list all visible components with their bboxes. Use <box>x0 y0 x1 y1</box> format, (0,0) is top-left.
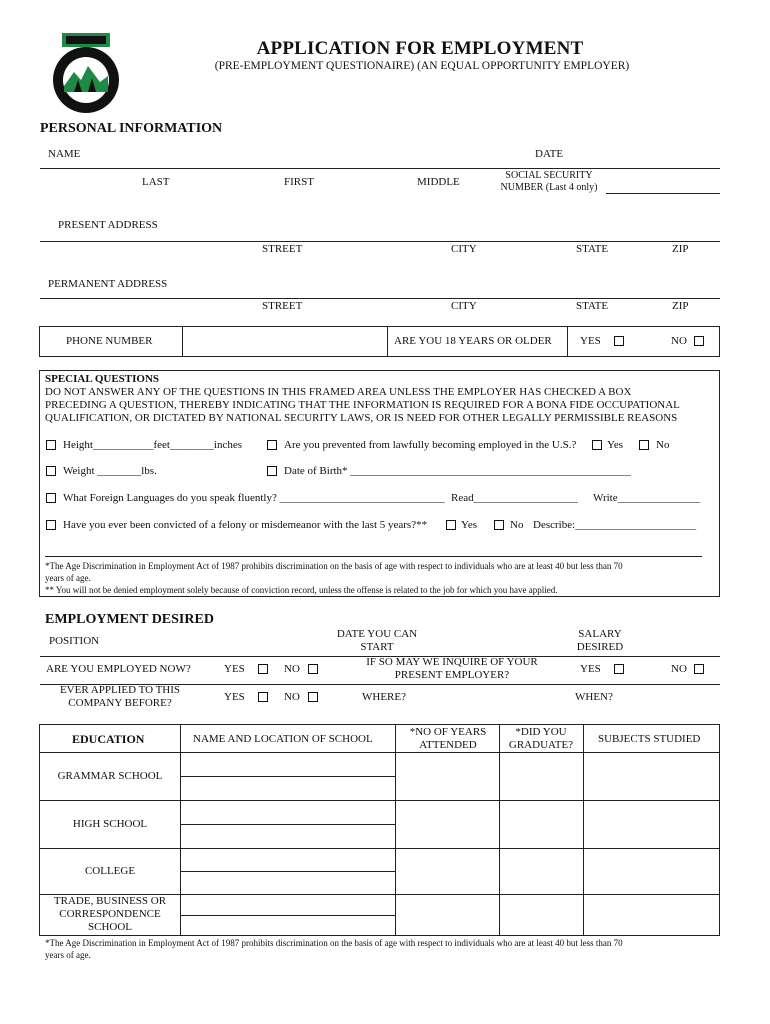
felony-checkbox[interactable] <box>46 520 56 530</box>
employed-yes-label: YES <box>224 663 245 675</box>
prevented-yes-checkbox[interactable] <box>592 440 602 450</box>
inquire-no-checkbox[interactable] <box>694 664 704 674</box>
age-no-label: NO <box>671 335 687 347</box>
subjects-column-header: SUBJECTS STUDIED <box>598 733 701 745</box>
employment-desired-heading: EMPLOYMENT DESIRED <box>45 612 214 627</box>
felony-yes-label: Yes <box>461 519 478 531</box>
permanent-zip-caption: ZIP <box>672 300 689 312</box>
phone-label: PHONE NUMBER <box>66 335 153 347</box>
employed-no-checkbox[interactable] <box>308 664 318 674</box>
present-address-line <box>40 241 720 242</box>
inquire-no-label: NO <box>671 663 687 675</box>
education-row-label: HIGH SCHOOL <box>72 818 148 830</box>
weight-field: Weight ________lbs. <box>63 465 157 477</box>
phone-input[interactable] <box>188 334 382 349</box>
dob-field: Date of Birth* ___________________________________________________ <box>284 465 631 477</box>
employed-now-label: ARE YOU EMPLOYED NOW? <box>46 663 191 675</box>
felony-question: Have you ever been convicted of a felony or misdemeanor with the last 5 years?** <box>63 519 428 531</box>
applied-yes-label: YES <box>224 691 245 703</box>
middle-name-caption: MIDDLE <box>417 176 460 188</box>
date-input[interactable] <box>575 154 715 167</box>
inquire-yes-label: YES <box>580 663 601 675</box>
describe-field: Describe:______________________ <box>533 519 697 531</box>
present-zip-caption: ZIP <box>672 243 689 255</box>
when-input[interactable] <box>618 691 718 704</box>
ssn-caption: SOCIAL SECURITY NUMBER (Last 4 only) <box>500 170 598 193</box>
present-state-caption: STATE <box>576 243 609 255</box>
permanent-address-line <box>40 298 720 299</box>
applied-before-label: EVER APPLIED TO THIS COMPANY BEFORE? <box>59 684 181 709</box>
present-address-label: PRESENT ADDRESS <box>58 219 158 231</box>
present-address-input[interactable] <box>170 226 710 239</box>
languages-field: What Foreign Languages do you speak fluently? ______________________________ <box>63 492 445 504</box>
prevented-checkbox[interactable] <box>267 440 277 450</box>
name-input[interactable] <box>90 154 510 167</box>
write-field: Write_______________ <box>593 492 701 504</box>
special-divider <box>45 556 702 557</box>
age-discrimination-note: *The Age Discrimination in Employment Act of 1987 prohibits discrimination on the basis of age with respect to individuals who are at least 40 but less than 70 <box>45 561 623 571</box>
school-name-column-header: NAME AND LOCATION OF SCHOOL <box>193 733 373 745</box>
weight-checkbox[interactable] <box>46 466 56 476</box>
employed-yes-checkbox[interactable] <box>258 664 268 674</box>
age-no-checkbox[interactable] <box>694 336 704 346</box>
where-label: WHERE? <box>362 691 406 703</box>
personal-information-heading: PERSONAL INFORMATION <box>40 121 223 136</box>
prevented-question: Are you prevented from lawfully becoming employed in the U.S.? <box>284 439 577 451</box>
form-title: APPLICATION FOR EMPLOYMENT <box>256 38 584 59</box>
education-age-note: *The Age Discrimination in Employment Act of 1987 prohibits discrimination on the basis of age with respect to individuals who are at least 40 but less than 70 <box>45 938 623 948</box>
start-date-input[interactable] <box>425 636 565 649</box>
date-label: DATE <box>535 148 564 160</box>
prevented-no-checkbox[interactable] <box>639 440 649 450</box>
present-city-caption: CITY <box>451 243 477 255</box>
education-row-label: COLLEGE <box>84 865 136 877</box>
age-yes-label: YES <box>580 335 601 347</box>
inquire-yes-checkbox[interactable] <box>614 664 624 674</box>
applied-no-label: NO <box>284 691 300 703</box>
languages-checkbox[interactable] <box>46 493 56 503</box>
permanent-state-caption: STATE <box>576 300 609 312</box>
age-yes-checkbox[interactable] <box>614 336 624 346</box>
felony-no-checkbox[interactable] <box>494 520 504 530</box>
employed-no-label: NO <box>284 663 300 675</box>
education-age-note-cont: years of age. <box>45 950 91 960</box>
prevented-no-label: No <box>656 439 670 451</box>
salary-input[interactable] <box>640 636 718 649</box>
name-line <box>40 168 720 169</box>
special-instructions-line-2: PRECEDING A QUESTION, THEREBY INDICATING THAT THE INFORMATION IS REQUIRED FOR A BONA FIDE OCCUPATIONAL <box>45 399 680 411</box>
form-subtitle: (PRE-EMPLOYMENT QUESTIONAIRE) (AN EQUAL OPPORTUNITY EMPLOYER) <box>214 60 630 72</box>
permanent-address-label: PERMANENT ADDRESS <box>48 278 168 290</box>
felony-no-label: No <box>510 519 524 531</box>
conviction-note: ** You will not be denied employment solely because of conviction record, unless the offense is related to the job for which you have applied. <box>45 585 558 595</box>
education-row-label: GRAMMAR SCHOOL <box>57 770 163 782</box>
dob-checkbox[interactable] <box>267 466 277 476</box>
age-discrimination-note-cont: years of age. <box>45 573 91 583</box>
permanent-address-input[interactable] <box>180 283 710 296</box>
position-label: POSITION <box>49 635 100 647</box>
name-label: NAME <box>48 148 81 160</box>
special-questions-heading: SPECIAL QUESTIONS <box>45 373 160 385</box>
where-input[interactable] <box>412 691 562 704</box>
present-street-caption: STREET <box>262 243 303 255</box>
age-question: ARE YOU 18 YEARS OR OLDER <box>394 335 552 347</box>
prevented-yes-label: Yes <box>607 439 624 451</box>
applied-yes-checkbox[interactable] <box>258 692 268 702</box>
education-heading: EDUCATION <box>72 732 145 746</box>
graduated-column-header: *DID YOU GRADUATE? <box>508 726 574 751</box>
last-name-caption: LAST <box>142 176 170 188</box>
applied-no-checkbox[interactable] <box>308 692 318 702</box>
when-label: WHEN? <box>575 691 613 703</box>
position-input[interactable] <box>110 636 330 649</box>
first-name-caption: FIRST <box>284 176 314 188</box>
education-row-label: TRADE, BUSINESS OR CORRESPONDENCE SCHOOL <box>53 895 167 933</box>
years-attended-column-header: *NO OF YEARS ATTENDED <box>409 726 487 751</box>
special-instructions-line-1: DO NOT ANSWER ANY OF THE QUESTIONS IN THIS FRAMED AREA UNLESS THE EMPLOYER HAS CHECKED A BOX <box>45 386 632 398</box>
inquire-employer-question: IF SO MAY WE INQUIRE OF YOUR PRESENT EMPLOYER? <box>366 656 538 681</box>
permanent-city-caption: CITY <box>451 300 477 312</box>
felony-yes-checkbox[interactable] <box>446 520 456 530</box>
read-field: Read___________________ <box>451 492 579 504</box>
height-field: Height___________feet________inches <box>63 439 243 451</box>
height-checkbox[interactable] <box>46 440 56 450</box>
salary-label: SALARY DESIRED <box>576 628 624 653</box>
ssn-line <box>606 193 720 194</box>
ssn-input[interactable] <box>608 179 718 192</box>
permanent-street-caption: STREET <box>262 300 303 312</box>
special-instructions-line-3: QUALIFICATION, OR DICTATED BY NATIONAL SECURITY LAWS, OR IS NEED FOR OTHER LEGALLY PERMISSIBLE REASONS <box>45 412 678 424</box>
start-date-label: DATE YOU CAN START <box>336 628 418 653</box>
